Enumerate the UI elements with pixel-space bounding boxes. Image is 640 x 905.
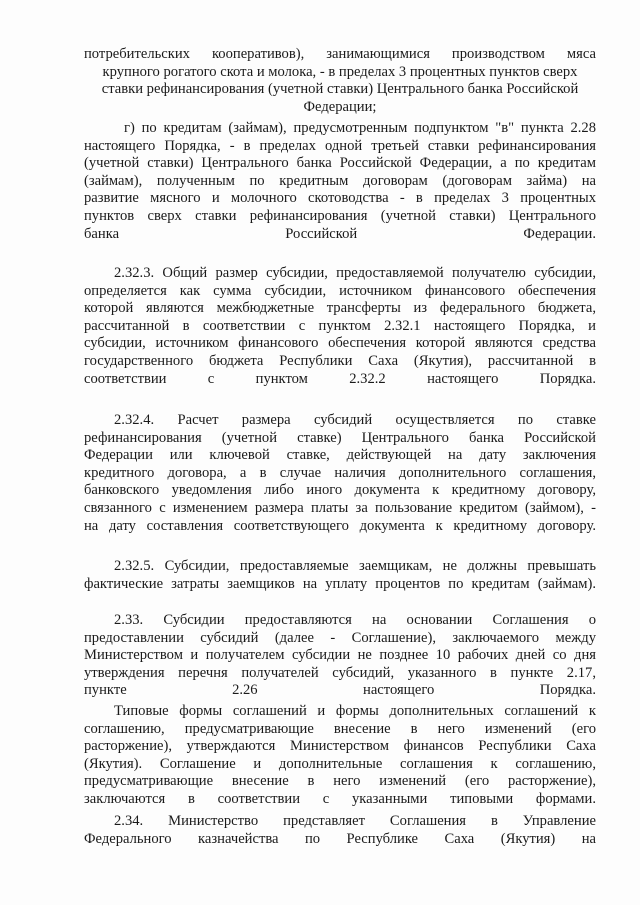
text-line: ставки рефинансирования (учетной ставки) Центрального банка Российской [101,81,579,98]
text-line: рефинансирования (учетной ставке) Центрального банка Российской [84,429,596,446]
text-line: 2.33. Субсидии предоставляются на основании Соглашения о [114,612,596,628]
paragraph-text [84,558,596,593]
text-line: фактические затраты заемщиков на уплату процентов по кредитам (займам). [84,575,596,592]
text-line: 2.34. Министерство представляет Соглашения в Управление [114,813,596,829]
text-line: настоящего Порядка, - в пределах одной третьей ставки рефинансирования [84,137,596,154]
paragraph-text [84,412,596,535]
paragraph-2-32-4 [84,412,596,535]
paragraph-text [84,120,596,243]
paragraph-subitem-g [84,120,596,243]
text-line: г) по кредитам (займам), предусмотренным подпунктом "в" пункта 2.28 [124,120,596,136]
text-line: рассчитанной в соответствии с пунктом 2.32.1 настоящего Порядка, и [84,317,596,334]
paragraph-2-33 [84,612,596,700]
paragraph-continuation [84,46,596,116]
paragraph-text [84,612,596,700]
text-line: пунктов сверх ставки рефинансирования (учетной ставки) Центрального [84,207,596,224]
text-line: соглашению, предусматривающие внесение в него изменений (его [84,720,596,737]
text-line: 2.32.3. Общий размер субсидии, предоставляемой получателю субсидии, [114,265,596,281]
text-line: определяется как сумма субсидии, источником финансового обеспечения [84,282,596,299]
text-line: развитие мясного и молочного скотоводства - в пределах 3 процентных [84,190,596,207]
text-line: предоставлении субсидий (далее - Соглашение), заключаемого между [84,629,596,646]
text-line: (займам), полученным по кредитным договорам (договорам займа) на [84,172,596,189]
text-line: утверждения перечня получателей субсидий, указанного в пункте 2.17, [84,664,596,681]
text-line: пункте 2.26 настоящего Порядка. [84,682,596,699]
paragraph-text [84,703,596,809]
paragraph-typical-forms [84,703,596,809]
text-line: соответствии с пунктом 2.32.2 настоящего Порядка. [84,370,596,387]
text-line: кредитного договора, а в случае наличия дополнительного соглашения, [84,464,596,481]
text-line: субсидии, источником финансового обеспечения которой являются средства [84,335,596,352]
text-line: Типовые формы соглашений и формы дополнительных соглашений к [114,703,596,719]
paragraph-2-32-5 [84,558,596,593]
paragraph-text [84,46,596,116]
text-line: которой являются межбюджетные трансферты из федерального бюджета, [84,300,596,317]
text-line: банка Российской Федерации. [84,225,596,242]
text-line: 2.32.4. Расчет размера субсидий осуществляется по ставке [114,412,596,428]
paragraph-text [84,265,596,388]
text-line: расторжение), утверждаются Министерством финансов Республики Саха [84,738,596,755]
text-line: крупного рогатого скота и молока, - в пределах 3 процентных пунктов сверх [102,63,578,80]
paragraph-text [84,813,596,848]
text-line: (Якутия). Соглашение и дополнительные соглашения к соглашению, [84,755,596,772]
paragraph-2-34 [84,813,596,848]
text-line: на дату составления соответствующего документа к кредитному договору. [84,517,596,534]
text-line: связанного с изменением размера платы за пользование кредитом (займом), - [84,499,596,516]
text-line: заключаются в соответствии с указанными типовыми формами. [84,790,596,807]
text-line: Федерации; [303,98,377,115]
text-line: потребительских кооперативов), занимающимися производством мяса [84,46,596,62]
text-line: государственного бюджета Республики Саха (Якутия), рассчитанной в [84,352,596,369]
text-line: Федерации или ключевой ставке, действующей на дату заключения [84,447,596,464]
text-line: Министерством и получателем субсидии не позднее 10 рабочих дней со дня [84,647,596,664]
text-line: Федерального казначейства по Республике Саха (Якутия) на [84,830,596,847]
text-line: (учетной ставки) Центрального банка Российской Федерации, а по кредитам [84,155,596,172]
paragraph-2-32-3 [84,265,596,388]
text-line: предусматривающие внесение в него изменений (его расторжение), [84,773,596,790]
text-line: 2.32.5. Субсидии, предоставляемые заемщикам, не должны превышать [114,558,596,574]
text-line: банковского уведомления либо иного документа к кредитному договору, [84,482,596,499]
